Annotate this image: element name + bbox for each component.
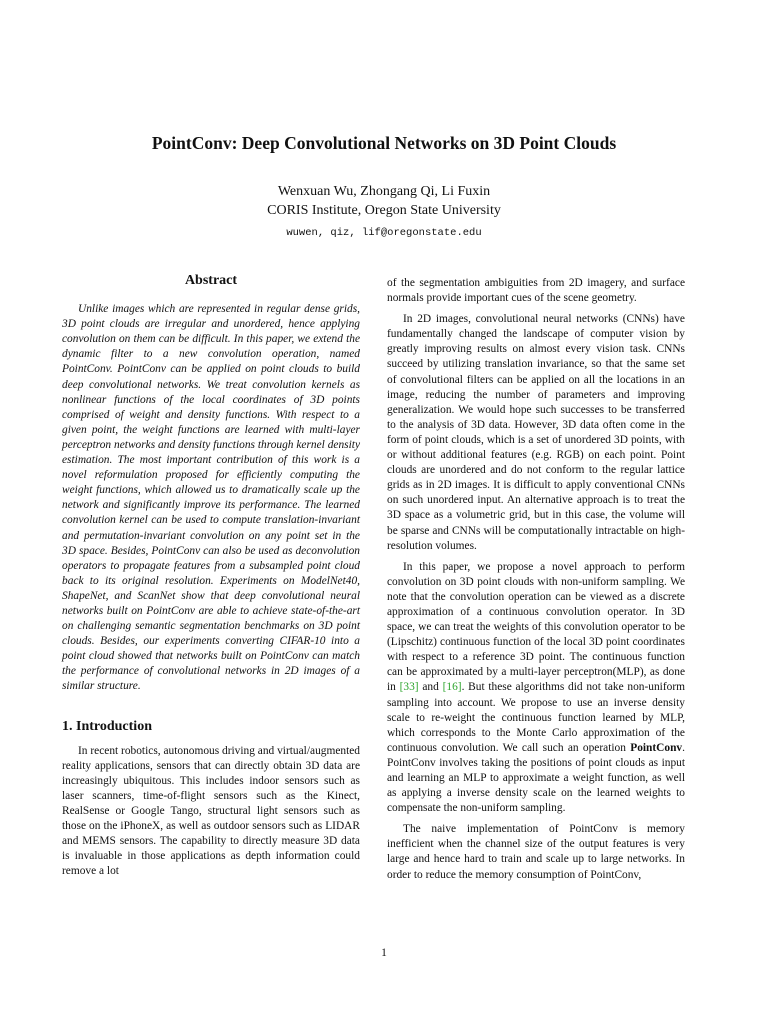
introduction-heading: 1. Introduction xyxy=(62,718,152,734)
page-number: 1 xyxy=(381,947,387,959)
author-emails: wuwen, qiz, lif@oregonstate.edu xyxy=(286,227,482,239)
citation-33-link[interactable]: [33] xyxy=(399,681,419,694)
citation-16-link[interactable]: [16] xyxy=(442,681,462,694)
right-column xyxy=(387,276,685,889)
approach-paragraph xyxy=(387,560,685,817)
naive-implementation-paragraph: The naive implementation of PointConv is memory inefficient when the channel size of the output features is very large and hence hard to train and scale up to large networks. In order to reduce the memory consumption of PointConv, xyxy=(387,823,685,881)
continued-paragraph: of the segmentation ambiguities from 2D imagery, and surface normals provide important cues of the scene geometry. xyxy=(387,277,685,305)
approach-text-and: and xyxy=(418,681,443,694)
approach-text-a: In this paper, we propose a novel approach to perform convolution on 3D point clouds with non-uniform sampling. We note that the convolution operation can be viewed as a discrete approximation of a continuous convolution operator. In 3D space, we can treat the weights of this convolution operator to be (Lipschitz) continuous function of the local 3D point coordinates with respect to a reference 3D point. The continuous function can be approximated by a multi-layer perceptron(MLP), as done in xyxy=(387,560,685,694)
affiliation: CORIS Institute, Oregon State University xyxy=(267,203,501,218)
intro-paragraph-1: In recent robotics, autonomous driving and virtual/augmented reality applications, sensors that can directly obtain 3D data are increasingly ubiquitous. This includes indoor sensors such as laser scanners, time-of-flight sensors such as the Kinect, RealSense or Google Tango, structural light sensors such as those on the iPhoneX, as well as outdoor sensors such as LIDAR and MEMS sensors. The capability to directly measure 3D data is invaluable in those applications as depth information could remove a lot xyxy=(62,744,360,878)
paper-title: PointConv: Deep Convolutional Networks on 3D Point Clouds xyxy=(151,133,617,153)
author-list: Wenxuan Wu, Zhongang Qi, Li Fuxin xyxy=(277,184,491,199)
abstract-heading: Abstract xyxy=(184,273,238,288)
pointconv-term: PointConv xyxy=(630,741,683,754)
left-column xyxy=(62,273,360,885)
abstract-text: Unlike images which are represented in regular dense grids, 3D point clouds are irregular and unordered, hence applying convolution on them can be difficult. In this paper, we extend the dynamic filter to a new convolution operation, named PointConv. PointConv can be applied on point clouds to build deep convolutional networks. We treat convolution kernels as nonlinear functions of the local coordinates of 3D points comprised of weight and density functions. With respect to a given point, the weight functions are learned with multi-layer perceptron networks and density functions through kernel density estimation. The most important contribution of this work is a novel reformulation proposed for efficiently computing the weight functions, which allowed us to dramatically scale up the network and significantly improve its performance. The learned convolution kernel can be used to compute translation-invariant and permutation-invariant convolution on any point set in the 3D space. Besides, PointConv can also be used as deconvolution operators to propagate features from a subsampled point cloud back to its original resolution. Experiments on ModelNet40, ShapeNet, and ScanNet show that deep convolutional neural networks built on PointConv are able to achieve state-of-the-art on challenging semantic segmentation benchmarks on 3D point clouds. Besides, our experiments converting CIFAR-10 into a point cloud showed that networks built on PointConv can match the performance of convolutional networks in 2D images of a similar structure. xyxy=(62,303,360,693)
approach-text-b: . But these algorithms did not take non-uniform sampling into account. We propose to use an inverse density scale to re-weight the continuous function learned by MLP, which corresponds to the Monte Carlo approximation of the continuous convolution. We call such an operation xyxy=(387,681,685,754)
cnn-paragraph: In 2D images, convolutional neural networks (CNNs) have fundamentally changed the landscape of computer vision by greatly improving results on almost every vision task. CNNs succeed by utilizing translation invariance, so that the same set of convolutional filters can be applied on all the locations in an image, reducing the number of parameters and improving generalization. We would hope such successes to be transferred to the analysis of 3D data. However, 3D data often come in the form of point clouds, which is a set of unordered 3D points, with or without additional features (e.g. RGB) on each point. Point clouds are unordered and do not conform to the regular lattice grids as in 2D images. It is difficult to apply conventional CNNs on such unordered input. An alternative approach is to treat the 3D space as a volumetric grid, but in this case, the volume will be sparse and CNNs will be computationally intractable on high-resolution volumes. xyxy=(387,313,685,552)
approach-text-c: . PointConv involves taking the positions of point clouds as input and learning an MLP to approximate a weight function, as well as applying a inverse density scale on the learned weights to compensate the non-uniform sampling. xyxy=(387,741,685,815)
